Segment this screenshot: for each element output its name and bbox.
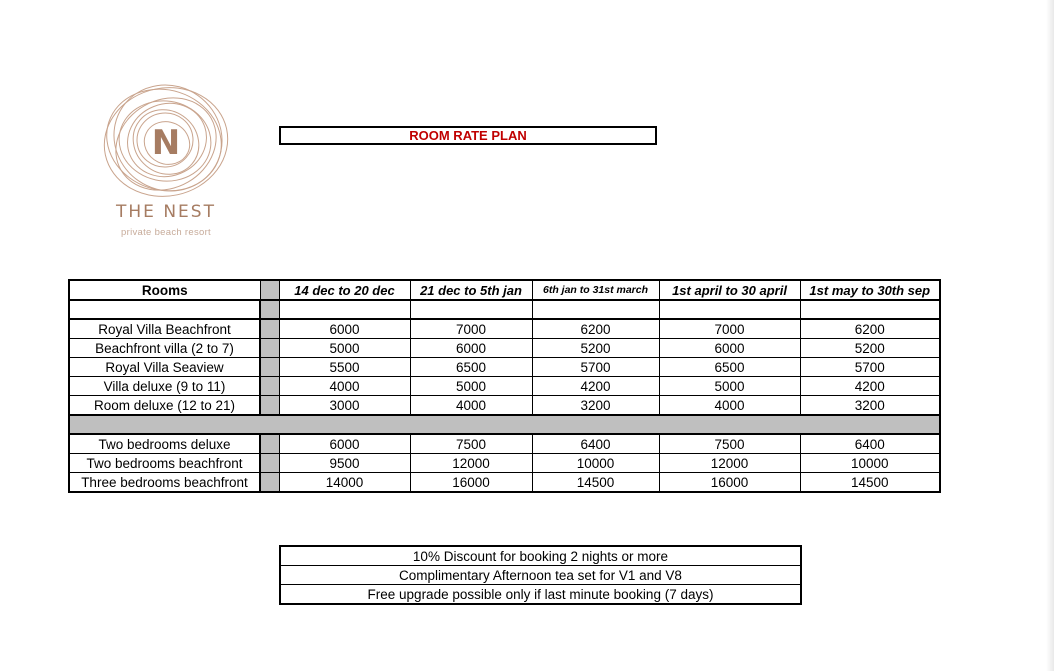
rate-cell: 12000 (659, 454, 800, 473)
note-free-upgrade: Free upgrade possible only if last minute booking (7 days) (280, 585, 801, 605)
rate-cell: 6200 (532, 319, 659, 339)
room-name-cell: Three bedrooms beachfront (69, 473, 260, 493)
rate-cell: 3200 (800, 396, 940, 416)
gray-divider-cell (260, 339, 279, 358)
rate-cell: 9500 (279, 454, 410, 473)
rate-cell: 10000 (532, 454, 659, 473)
villa-rooms-group (69, 319, 940, 415)
rate-cell: 7500 (410, 434, 532, 454)
rate-cell: 6200 (800, 319, 940, 339)
rate-cell: 5700 (800, 358, 940, 377)
gray-separator-row (69, 415, 940, 434)
rate-cell: 6000 (279, 319, 410, 339)
gray-divider-cell (260, 473, 279, 493)
rate-cell: 14500 (800, 473, 940, 493)
table-row (69, 358, 940, 377)
note-row (280, 566, 801, 585)
rate-cell: 5000 (279, 339, 410, 358)
rate-cell: 10000 (800, 454, 940, 473)
bedroom-suites-group (69, 434, 940, 492)
gray-divider-cell (260, 434, 279, 454)
column-header-period-5: 1st may to 30th sep (800, 280, 940, 300)
rate-cell: 16000 (410, 473, 532, 493)
rate-cell: 6000 (279, 434, 410, 454)
rate-cell: 4200 (532, 377, 659, 396)
gray-divider-cell (260, 377, 279, 396)
column-header-period-3: 6th jan to 31st march (532, 280, 659, 300)
column-header-rooms: Rooms (69, 280, 260, 300)
rate-cell: 6000 (410, 339, 532, 358)
table-row (69, 454, 940, 473)
rate-cell: 5700 (532, 358, 659, 377)
column-header-period-4: 1st april to 30 april (659, 280, 800, 300)
note-discount: 10% Discount for booking 2 nights or more (280, 546, 801, 566)
room-name-cell: Two bedrooms beachfront (69, 454, 260, 473)
gray-divider-cell (260, 280, 279, 300)
room-name-cell: Beachfront villa (2 to 7) (69, 339, 260, 358)
rate-cell: 6500 (659, 358, 800, 377)
rate-cell: 6500 (410, 358, 532, 377)
gray-divider-cell (260, 358, 279, 377)
column-header-period-2: 21 dec to 5th jan (410, 280, 532, 300)
gray-divider-cell (260, 454, 279, 473)
table-row (69, 396, 940, 416)
rate-cell: 6400 (800, 434, 940, 454)
blank-row (69, 300, 940, 319)
rate-cell: 6000 (659, 339, 800, 358)
room-name-cell: Room deluxe (12 to 21) (69, 396, 260, 416)
rate-cell: 14500 (532, 473, 659, 493)
rate-cell: 5200 (800, 339, 940, 358)
page-edge-shadow (1046, 0, 1054, 671)
rate-cell: 14000 (279, 473, 410, 493)
table-row (69, 473, 940, 493)
resort-name: THE NEST (116, 202, 216, 222)
note-afternoon-tea: Complimentary Afternoon tea set for V1 and V8 (280, 566, 801, 585)
rate-cell: 4000 (410, 396, 532, 416)
rate-cell: 16000 (659, 473, 800, 493)
room-name-cell: Two bedrooms deluxe (69, 434, 260, 454)
rate-cell: 12000 (410, 454, 532, 473)
note-row (280, 546, 801, 566)
page-title: ROOM RATE PLAN (279, 126, 657, 145)
room-name-cell: Royal Villa Beachfront (69, 319, 260, 339)
table-header-row (69, 280, 940, 300)
note-row (280, 585, 801, 605)
gray-divider-cell (260, 396, 279, 416)
rate-cell: 5000 (410, 377, 532, 396)
rate-cell: 4000 (659, 396, 800, 416)
rate-cell: 6400 (532, 434, 659, 454)
room-name-cell: Royal Villa Seaview (69, 358, 260, 377)
table-row (69, 319, 940, 339)
rate-cell: 7000 (659, 319, 800, 339)
rate-cell: 5500 (279, 358, 410, 377)
resort-tagline: private beach resort (121, 227, 211, 238)
logo-letter: N (151, 123, 181, 163)
rate-cell: 7000 (410, 319, 532, 339)
table-row (69, 339, 940, 358)
offers-notes-table (279, 545, 802, 605)
rate-cell: 4000 (279, 377, 410, 396)
rate-cell: 3000 (279, 396, 410, 416)
column-header-period-1: 14 dec to 20 dec (279, 280, 410, 300)
room-name-cell: Villa deluxe (9 to 11) (69, 377, 260, 396)
rate-cell: 4200 (800, 377, 940, 396)
rate-cell: 5000 (659, 377, 800, 396)
rate-cell: 5200 (532, 339, 659, 358)
gray-divider-cell (260, 319, 279, 339)
rate-cell: 7500 (659, 434, 800, 454)
rate-cell: 3200 (532, 396, 659, 416)
resort-logo (96, 80, 236, 240)
table-row (69, 434, 940, 454)
nest-rings-icon (96, 80, 236, 200)
room-rate-table (68, 279, 941, 493)
table-row (69, 377, 940, 396)
